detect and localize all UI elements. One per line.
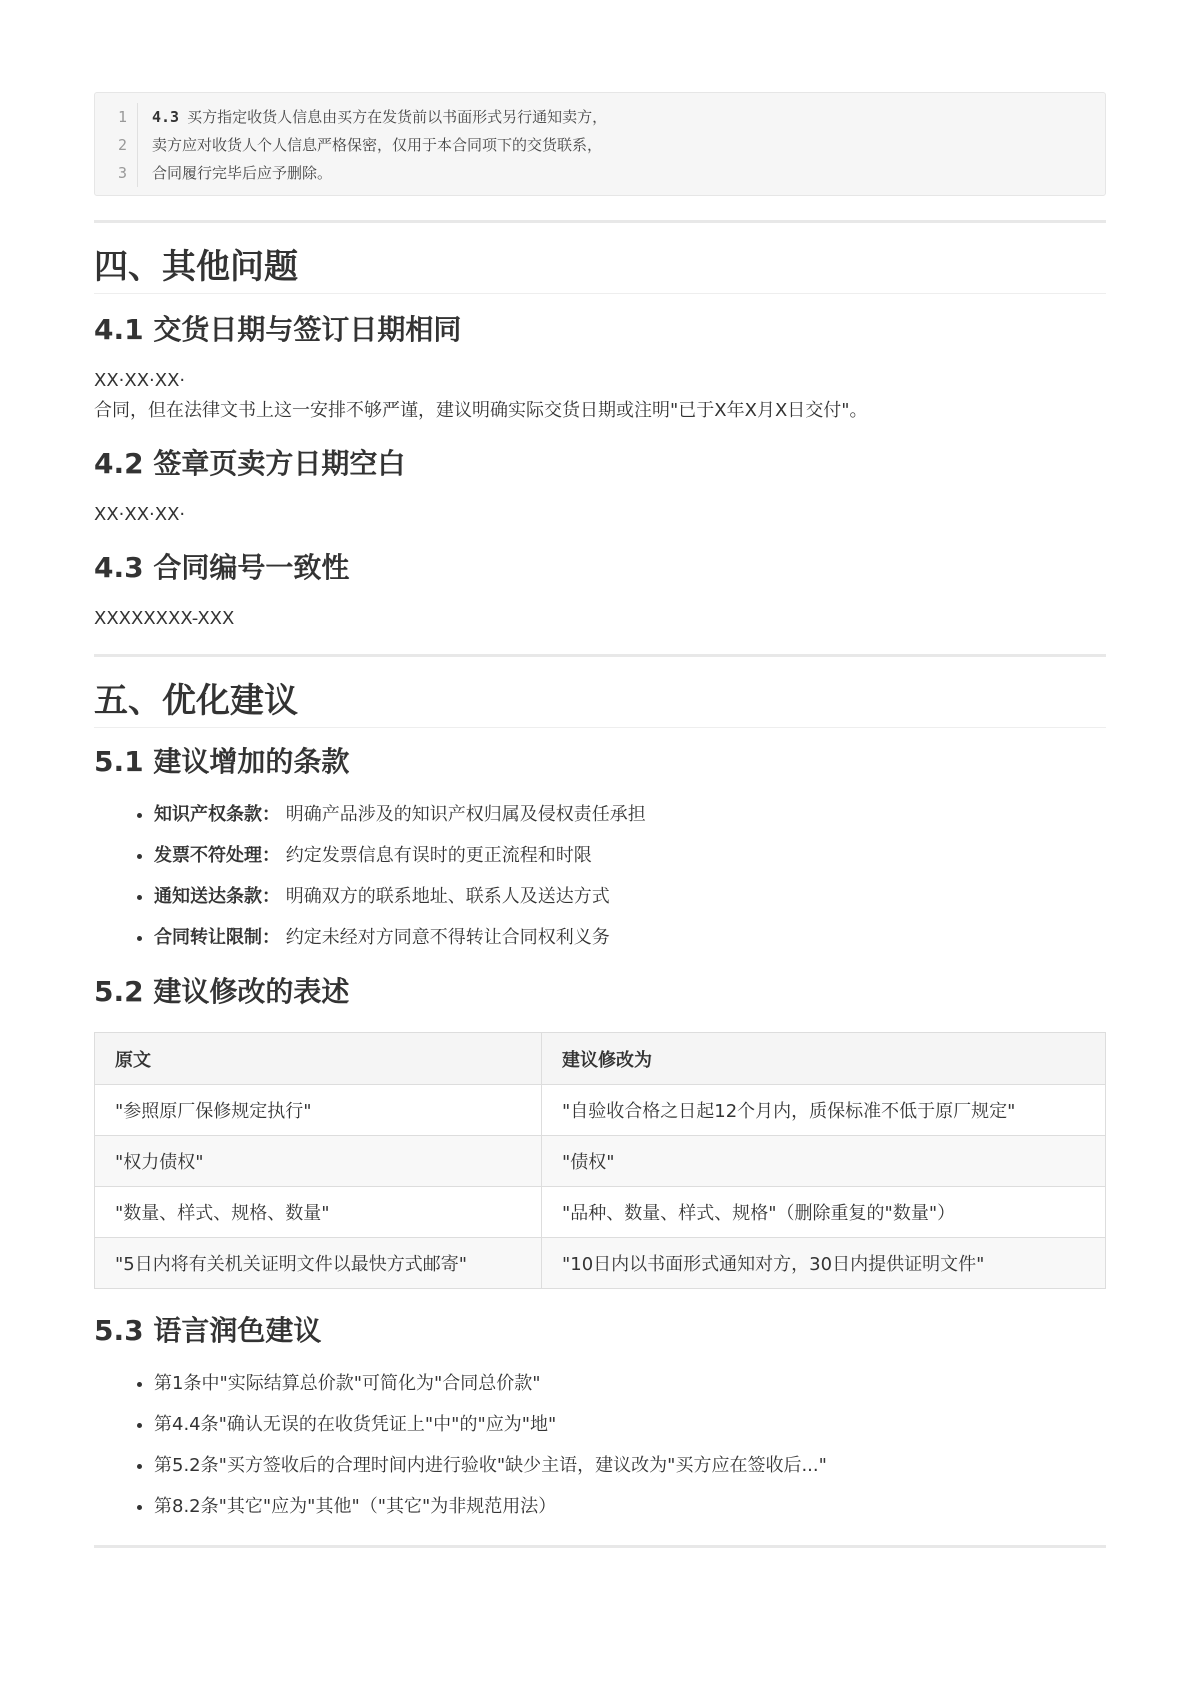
subsection-5-1-heading: 5.1 建议增加的条款 bbox=[94, 745, 350, 778]
table-cell: "参照原厂保修规定执行" bbox=[95, 1085, 542, 1136]
section-4-heading: 四、其他问题 bbox=[94, 243, 1106, 294]
code-line bbox=[95, 103, 1105, 131]
line-number: 3 bbox=[95, 159, 138, 187]
code-text-body: 买方指定收货人信息由买方在发货前以书面形式另行通知卖方， bbox=[187, 108, 608, 126]
item-text: 约定未经对方同意不得转让合同权利义务 bbox=[285, 927, 610, 948]
table-row bbox=[95, 1238, 1106, 1289]
language-suggestions-list bbox=[94, 1363, 1106, 1527]
list-item bbox=[154, 794, 1106, 835]
item-text: 明确双方的联系地址、联系人及送达方式 bbox=[285, 886, 610, 907]
code-line bbox=[95, 159, 1105, 187]
table-cell: "10日内以书面形式通知对方，30日内提供证明文件" bbox=[542, 1238, 1106, 1289]
table-header-row bbox=[95, 1033, 1106, 1085]
document-content bbox=[94, 92, 1106, 1548]
item-text: 约定发票信息有误时的更正流程和时限 bbox=[285, 845, 592, 866]
list-item: • 第1条中"实际结算总价款"可简化为"合同总价款" bbox=[154, 1363, 1106, 1404]
code-line bbox=[95, 131, 1105, 159]
section-5-heading: 五、优化建议 bbox=[94, 677, 1106, 728]
table-row bbox=[95, 1085, 1106, 1136]
divider bbox=[94, 1545, 1106, 1548]
clause-number: 4.3 bbox=[152, 108, 180, 126]
item-label: 发票不符处理： bbox=[154, 845, 280, 866]
added-clauses-list bbox=[94, 794, 1106, 958]
column-header-original: 原文 bbox=[95, 1033, 542, 1085]
subsection-4-1-heading: 4.1 交货日期与签订日期相同 bbox=[94, 313, 462, 346]
list-item bbox=[154, 876, 1106, 917]
table-cell: "5日内将有关机关证明文件以最快方式邮寄" bbox=[95, 1238, 542, 1289]
code-text: 卖方应对收货人个人信息严格保密，仅用于本合同项下的交货联系， bbox=[152, 136, 603, 154]
list-item bbox=[154, 835, 1106, 876]
line-number: 1 bbox=[95, 103, 138, 131]
line-number: 2 bbox=[95, 131, 138, 159]
subsection-4-2-line1: XX·XX·XX· bbox=[94, 504, 186, 525]
subsection-4-1-line1: XX·XX·XX· bbox=[94, 370, 186, 391]
item-label: 通知送达条款： bbox=[154, 886, 280, 907]
subsection-4-3-line1: XXXXXXXX-XXX bbox=[94, 608, 235, 629]
subsection-4-3-heading: 4.3 合同编号一致性 bbox=[94, 551, 350, 584]
table-row bbox=[95, 1187, 1106, 1238]
revision-table bbox=[94, 1032, 1106, 1289]
code-block bbox=[94, 92, 1106, 196]
item-text: 明确产品涉及的知识产权归属及侵权责任承担 bbox=[285, 804, 646, 825]
item-label: 知识产权条款： bbox=[154, 804, 280, 825]
table-cell: "数量、样式、规格、数量" bbox=[95, 1187, 542, 1238]
table-cell: "自验收合格之日起12个月内，质保标准不低于原厂规定" bbox=[542, 1085, 1106, 1136]
table-row bbox=[95, 1136, 1106, 1187]
list-item: • 第4.4条"确认无误的在收货凭证上"中"的"应为"地" bbox=[154, 1404, 1106, 1445]
table-cell: "品种、数量、样式、规格"（删除重复的"数量"） bbox=[542, 1187, 1106, 1238]
subsection-5-3-heading: 5.3 语言润色建议 bbox=[94, 1314, 322, 1347]
table-cell: "权力债权" bbox=[95, 1136, 542, 1187]
list-item: • 第5.2条"买方签收后的合理时间内进行验收"缺少主语，建议改为"买方应在签收后..." bbox=[154, 1445, 1106, 1486]
item-label: 合同转让限制： bbox=[154, 927, 280, 948]
code-text: 合同履行完毕后应予删除。 bbox=[152, 164, 333, 182]
subsection-5-2-heading: 5.2 建议修改的表述 bbox=[94, 975, 350, 1008]
subsection-4-2-heading: 4.2 签章页卖方日期空白 bbox=[94, 447, 406, 480]
code-text bbox=[138, 103, 607, 131]
column-header-suggested: 建议修改为 bbox=[542, 1033, 1106, 1085]
table-cell: "债权" bbox=[542, 1136, 1106, 1187]
list-item: • 第8.2条"其它"应为"其他"（"其它"为非规范用法） bbox=[154, 1486, 1106, 1527]
list-item bbox=[154, 917, 1106, 958]
subsection-4-1-line2: 合同，但在法律文书上这一安排不够严谨，建议明确实际交货日期或注明"已于X年X月X日交付"。 bbox=[94, 400, 868, 421]
